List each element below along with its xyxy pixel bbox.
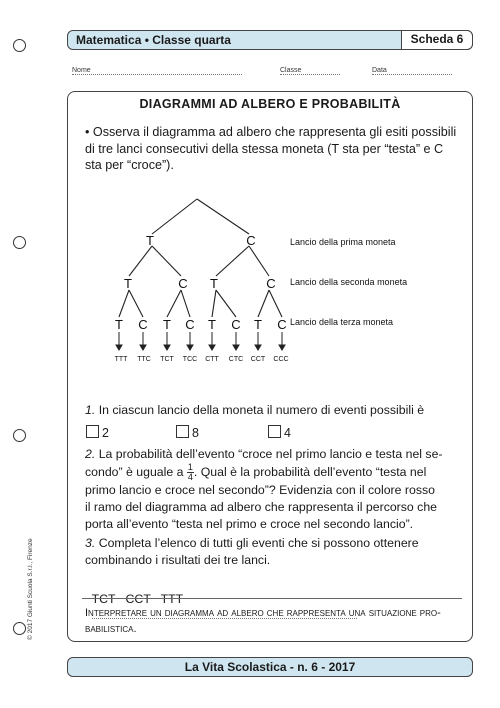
question-2 xyxy=(85,446,463,533)
outcome-8: CCC xyxy=(273,356,289,363)
objective-line-2: babilistica. xyxy=(85,623,137,635)
copyright-note: © 2017 Giunti Scuola S.r.l., Firenze xyxy=(27,538,34,640)
tree-node-l3-3: T xyxy=(163,317,171,332)
learning-objective xyxy=(85,605,463,637)
sheet-number: Scheda 6 xyxy=(401,30,473,50)
divider xyxy=(82,598,462,599)
q3-line-2: combinando i risultati dei tre lanci. xyxy=(85,553,271,567)
label-second-toss: Lancio della seconda moneta xyxy=(290,277,408,287)
tree-node-l3-6: C xyxy=(231,317,241,332)
tree-node-l3-8: C xyxy=(277,317,287,332)
q2-line-5: porta all’evento “testa nel primo e croce nel secondo lancio”. xyxy=(85,517,414,531)
outcome-5: CTT xyxy=(205,356,219,363)
fraction-numerator: 1 xyxy=(187,462,193,472)
tree-node-l2-3: T xyxy=(210,276,218,291)
subject-label: Matematica • Classe quarta xyxy=(76,33,231,47)
label-third-toss: Lancio della terza moneta xyxy=(290,317,394,327)
tree-node-l3-7: T xyxy=(254,317,262,332)
q3-answer-start: TCT CCT TTT xyxy=(91,592,184,606)
tree-node-l3-2: C xyxy=(138,317,148,332)
q2-line-4: il ramo del diagramma ad albero che rappresenta il percorso che xyxy=(85,500,438,514)
tree-node-l2-2: C xyxy=(178,276,188,291)
tree-node-l1-2: C xyxy=(246,233,256,248)
outcome-2: TTC xyxy=(137,356,151,363)
outcome-3: TCT xyxy=(160,356,174,363)
q1-option-1[interactable] xyxy=(86,425,109,440)
q1-option-3[interactable] xyxy=(268,425,291,440)
tree-node-l2-4: C xyxy=(266,276,276,291)
tree-node-l3-4: C xyxy=(185,317,195,332)
question-1 xyxy=(85,402,463,418)
binder-hole-3 xyxy=(13,429,26,442)
binder-hole-4 xyxy=(13,622,26,635)
q2-line-2b: . Qual è la probabilità dell’evento “testa nel xyxy=(193,464,427,479)
q3-line-1: Completa l’elenco di tutti gli eventi che si possono ottenere xyxy=(98,536,419,550)
checkbox[interactable] xyxy=(268,425,281,438)
q1-option-2-label: 8 xyxy=(192,426,199,440)
tree-node-l3-1: T xyxy=(115,317,123,332)
checkbox[interactable] xyxy=(176,425,189,438)
q1-text: In ciascun lancio della moneta il numero di eventi possibili è xyxy=(98,403,425,417)
q1-option-3-label: 4 xyxy=(284,426,291,440)
outcome-1: TTT xyxy=(114,356,128,363)
class-label: Classe xyxy=(280,67,302,74)
outcome-6: CTC xyxy=(228,356,244,363)
page-title: DIAGRAMMI AD ALBERO E PROBABILITÀ xyxy=(139,97,401,111)
tree-node-l3-5: T xyxy=(208,317,216,332)
fraction-denominator: 4 xyxy=(187,472,193,482)
outcome-4: TCC xyxy=(182,356,198,363)
label-first-toss: Lancio della prima moneta xyxy=(290,237,396,247)
q1-option-2[interactable] xyxy=(176,425,199,440)
q1-number: 1. xyxy=(85,403,96,417)
footer-bar: La Vita Scolastica - n. 6 - 2017 xyxy=(67,657,473,677)
fraction xyxy=(187,463,194,482)
date-label: Data xyxy=(372,67,387,74)
q2-line-3: primo lancio e croce nel secondo”? Evidenzia con il colore rosso xyxy=(85,483,435,497)
outcome-7: CCT xyxy=(250,356,266,363)
intro-text: • Osserva il diagramma ad albero che rappresenta gli esiti possibili di tre lanci consecutivi della stessa moneta (T sta per “testa” e C sta per “croce”). xyxy=(85,125,457,172)
q2-line-1: La probabilità dell’evento “croce nel primo lancio e testa nel se- xyxy=(98,447,443,461)
q3-number: 3. xyxy=(85,536,96,550)
checkbox[interactable] xyxy=(86,425,99,438)
objective-line-1: Interpretare un diagramma ad albero che rappresenta una situazione pro- xyxy=(85,607,441,619)
q2-number: 2. xyxy=(85,447,96,461)
q1-option-1-label: 2 xyxy=(102,426,109,440)
tree-node-l2-1: T xyxy=(124,276,132,291)
tree-node-l1-1: T xyxy=(146,233,154,248)
question-3 xyxy=(85,535,463,569)
q2-line-2a: condo” è uguale a xyxy=(85,464,184,479)
name-label: Nome xyxy=(72,67,91,74)
